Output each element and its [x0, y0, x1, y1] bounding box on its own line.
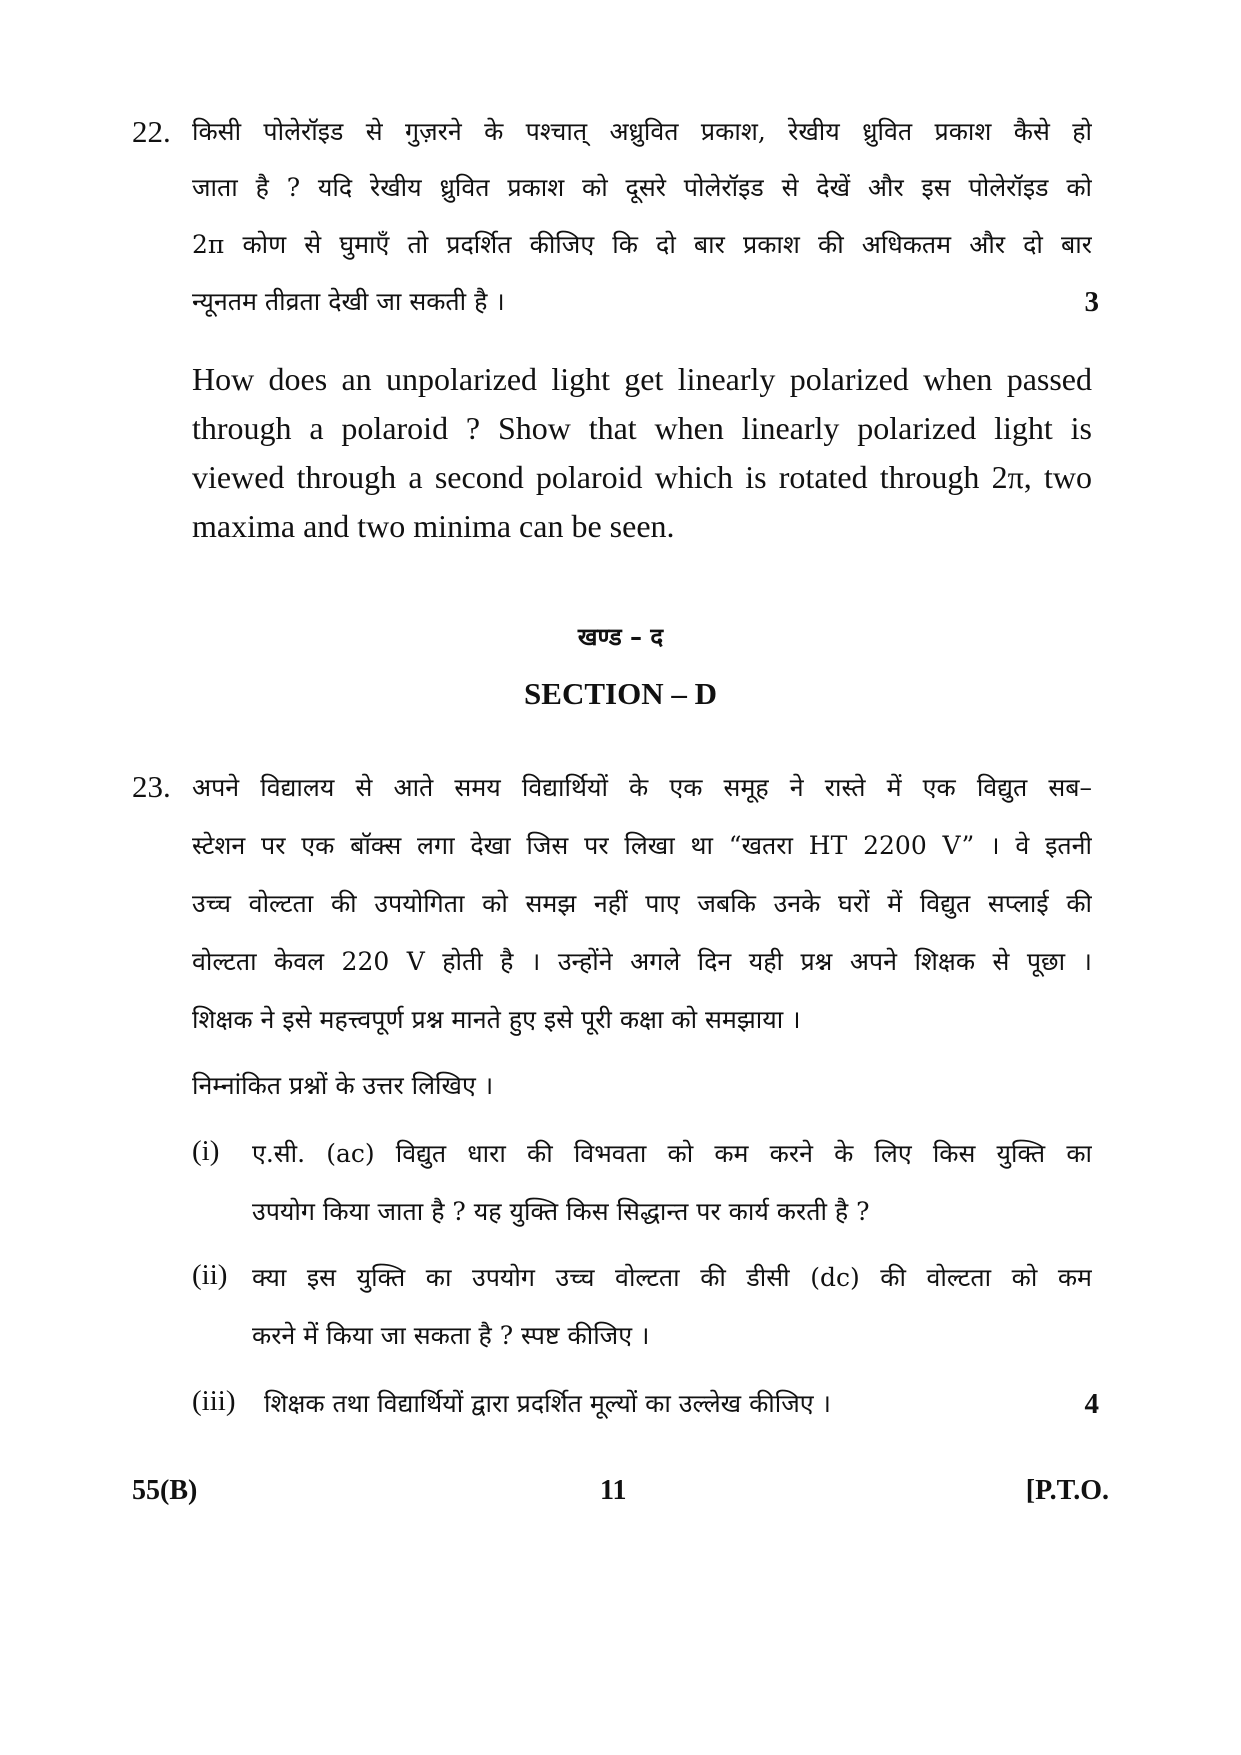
sub-question-label: (i) — [192, 1135, 220, 1167]
question-text-line: न्यूनतम तीव्रता देखी जा सकती है । — [192, 287, 505, 316]
section-heading-hindi: खण्ड – द — [577, 623, 664, 651]
sub-question-line: करने में किया जा सकता है ? स्पष्ट कीजिए । — [252, 1321, 650, 1350]
sub-question-line: शिक्षक तथा विद्यार्थियों द्वारा प्रदर्शित मूल्यों का उल्लेख कीजिए । — [264, 1389, 832, 1418]
question-text-line: स्टेशन पर एक बॉक्स लगा देखा जिस पर लिखा था “खतरा HT 2200 V” । वे इतनी — [192, 831, 1092, 860]
page-number: 11 — [600, 1475, 627, 1506]
question-number: 22. — [132, 114, 171, 149]
marks: 3 — [1084, 286, 1099, 318]
paper-code: 55(B) — [132, 1475, 198, 1506]
sub-question-label: (iii) — [192, 1385, 236, 1417]
question-text-line: किसी पोलेरॉइड से गुज़रने के पश्चात् अध्रुवित प्रकाश, रेखीय ध्रुवित प्रकाश कैसे हो — [192, 117, 1092, 146]
sub-question-line: क्या इस युक्ति का उपयोग उच्च वोल्टता की डीसी (dc) की वोल्टता को कम — [252, 1263, 1092, 1292]
pto-label: [P.T.O. — [1025, 1475, 1109, 1506]
question-number: 23. — [132, 769, 171, 804]
question-text-line: शिक्षक ने इसे महत्त्वपूर्ण प्रश्न मानते हुए इसे पूरी कक्षा को समझाया । — [192, 1005, 801, 1034]
sub-question-line: उपयोग किया जाता है ? यह युक्ति किस सिद्धान्त पर कार्य करती है ? — [252, 1197, 870, 1226]
instruction-text: निम्नांकित प्रश्नों के उत्तर लिखिए । — [192, 1071, 494, 1100]
question-text-line: उच्च वोल्टता की उपयोगिता को समझ नहीं पाए जबकि उनके घरों में विद्युत सप्लाई की — [192, 889, 1092, 918]
question-text-line: अपने विद्यालय से आते समय विद्यार्थियों के एक समूह ने रास्ते में एक विद्युत सब– — [192, 773, 1092, 802]
question-text-line: वोल्टता केवल 220 V होती है । उन्होंने अगले दिन यही प्रश्न अपने शिक्षक से पूछा । — [192, 947, 1092, 976]
sub-question-line: ए.सी. (ac) विद्युत धारा की विभवता को कम करने के लिए किस युक्ति का — [252, 1139, 1092, 1168]
marks: 4 — [1084, 1388, 1099, 1420]
sub-question-label: (ii) — [192, 1259, 228, 1291]
question-text-line: जाता है ? यदि रेखीय ध्रुवित प्रकाश को दूसरे पोलेरॉइड से देखें और इस पोलेरॉइड को — [192, 173, 1092, 202]
question-text-line: 2π कोण से घुमाएँ तो प्रदर्शित कीजिए कि दो बार प्रकाश की अधिकतम और दो बार — [192, 230, 1092, 259]
question-text-english: How does an unpolarized light get linearly polarized when passed through a polaroid ? Show that when linearly polarized light is viewed through a second polaroid which is rotated through 2π, two maxima and two minima can be seen. — [192, 361, 1092, 544]
section-heading-english: SECTION – D — [524, 676, 717, 711]
